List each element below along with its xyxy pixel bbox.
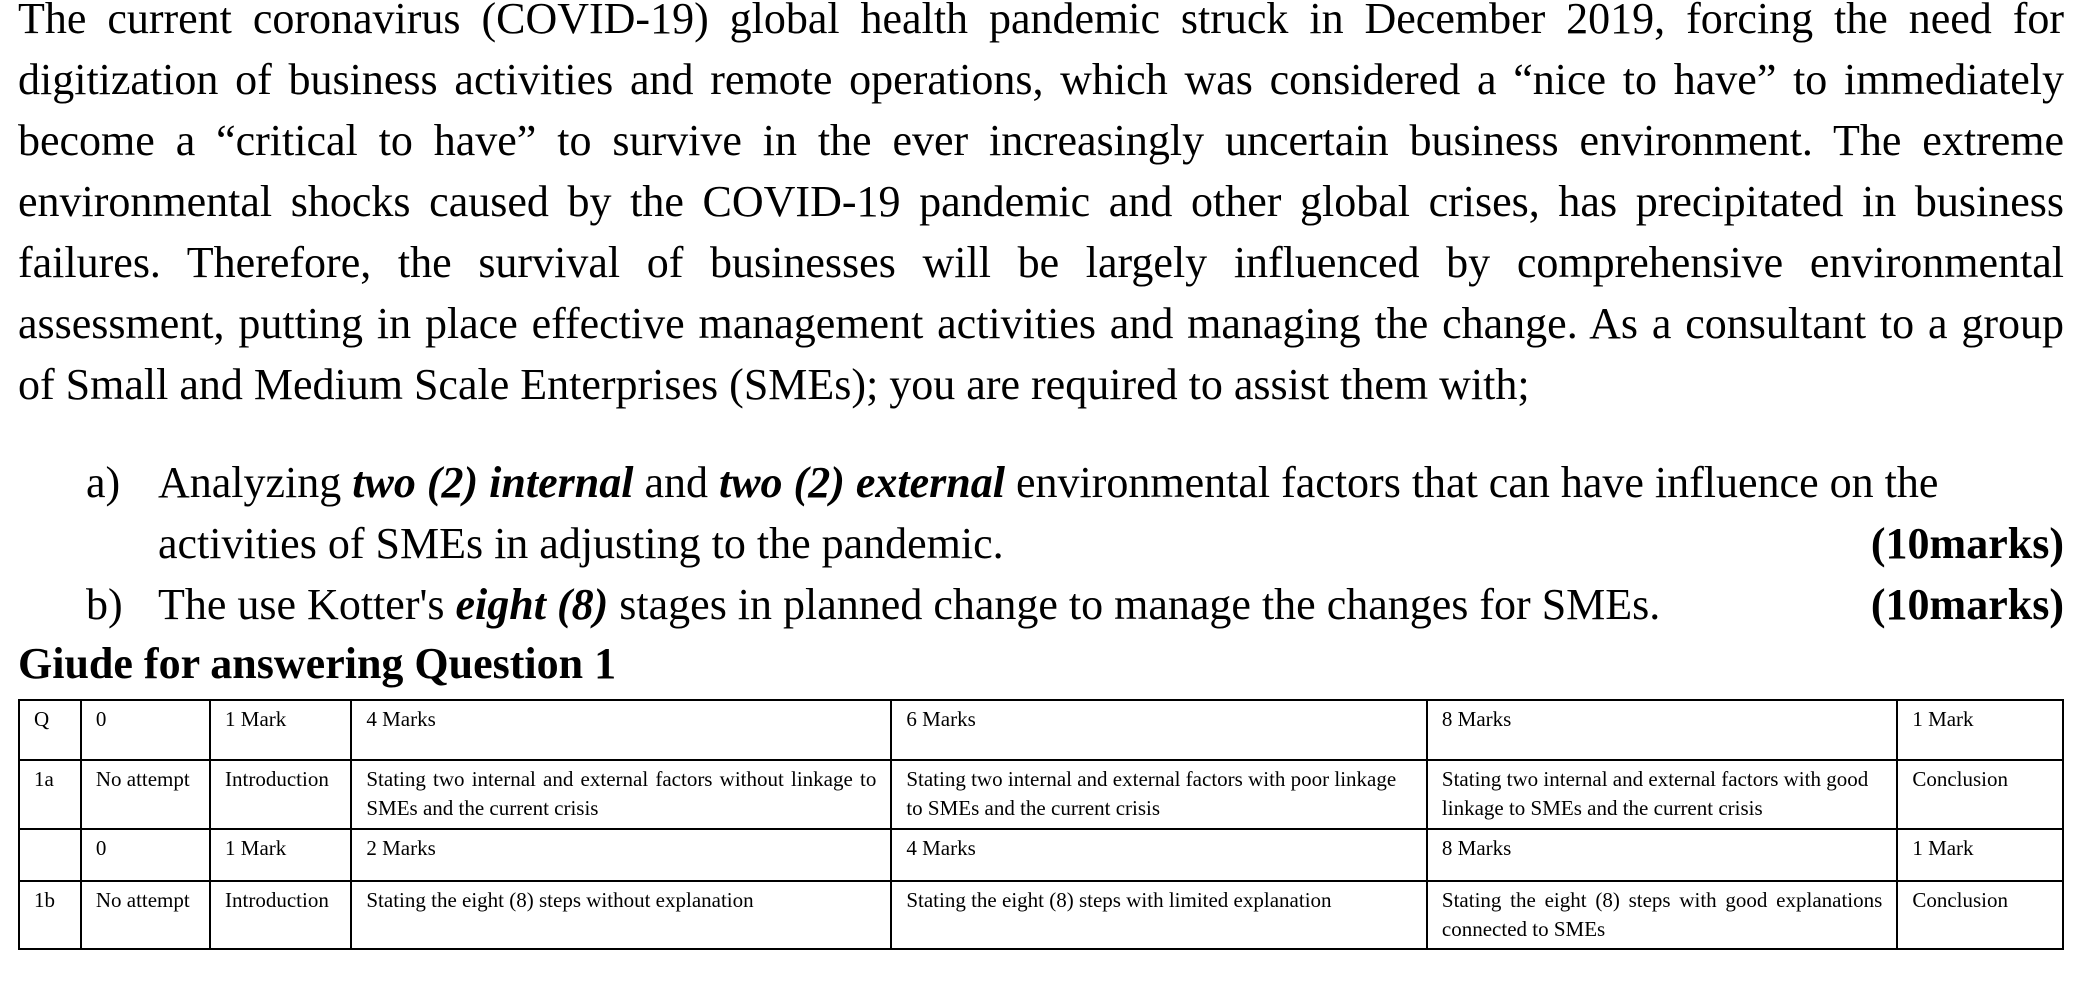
table-cell: Stating two internal and external factors with poor linkage to SMEs and the current crisis (891, 760, 1427, 829)
question-b-line1 (158, 574, 2064, 635)
question-b (86, 574, 2064, 635)
table-cell: 1 Mark (1897, 700, 2063, 760)
table-row-header-1b (19, 829, 2063, 881)
question-a-text-3: environmental factors that can have influence on the (1004, 458, 1939, 507)
table-cell: 6 Marks (891, 700, 1427, 760)
question-a-letter: a) (86, 458, 121, 507)
table-row-1a (19, 760, 2063, 829)
question-b-text-1: The use Kotter's (158, 580, 456, 629)
question-a-marks: (10marks) (1870, 519, 2064, 568)
table-cell: 1 Mark (210, 829, 351, 881)
question-a-emphasis-external: two (2) external (718, 458, 1005, 507)
question-a-emphasis-internal: two (2) internal (352, 458, 634, 507)
table-cell: 0 (81, 829, 210, 881)
question-a-text-4: activities of SMEs in adjusting to the pandemic. (158, 519, 1004, 568)
table-cell: 8 Marks (1427, 829, 1897, 881)
question-a-text-2: and (633, 458, 719, 507)
question-a-line1 (158, 452, 2064, 513)
table-cell: Conclusion (1897, 881, 2063, 949)
table-cell (19, 829, 81, 881)
question-a-line2 (158, 513, 2064, 574)
table-cell: 4 Marks (351, 700, 891, 760)
table-cell: No attempt (81, 881, 210, 949)
question-b-emphasis-eight: eight (8) (455, 580, 609, 629)
guide-title: Giude for answering Question 1 (18, 639, 617, 688)
table-cell: Introduction (210, 760, 351, 829)
question-b-marks: (10marks) (1870, 580, 2064, 629)
table-cell: 0 (81, 700, 210, 760)
table-cell: 2 Marks (351, 829, 891, 881)
table-cell: Stating two internal and external factors with good linkage to SMEs and the current crisis (1427, 760, 1897, 829)
table-row-1b (19, 881, 2063, 949)
intro-paragraph: The current coronavirus (COVID-19) global health pandemic struck in December 2019, forcing the need for digitization of business activities and remote operations, which was considered a “nice to have” to immediately become a “critical to have” to survive in the ever increasingly uncertain business environment. The extreme environmental shocks caused by the COVID-19 pandemic and other global crises, has precipitated in business failures. Therefore, the survival of businesses will be largely influenced by comprehensive environmental assessment, putting in place effective management activities and managing the change. As a consultant to a group of Small and Medium Scale Enterprises (SMEs); you are required to assist them with; (18, 0, 2064, 409)
question-b-text-2: stages in planned change to manage the changes for SMEs. (608, 580, 1661, 629)
table-cell: 1a (19, 760, 81, 829)
table-cell: 1 Mark (1897, 829, 2063, 881)
table-cell: Stating the eight (8) steps without explanation (351, 881, 891, 949)
question-b-letter: b) (86, 580, 123, 629)
table-row-header-1a (19, 700, 2063, 760)
table-cell: Q (19, 700, 81, 760)
table-cell: 1 Mark (210, 700, 351, 760)
question-a-text-1: Analyzing (158, 458, 353, 507)
table-cell: Introduction (210, 881, 351, 949)
question-b-text (158, 574, 1660, 635)
table-cell: Conclusion (1897, 760, 2063, 829)
table-cell: No attempt (81, 760, 210, 829)
table-cell: 8 Marks (1427, 700, 1897, 760)
question-a (86, 452, 2064, 574)
table-cell: Stating two internal and external factors without linkage to SMEs and the current crisis (351, 760, 891, 829)
table-cell: 4 Marks (891, 829, 1427, 881)
table-cell: 1b (19, 881, 81, 949)
table-cell: Stating the eight (8) steps with limited explanation (891, 881, 1427, 949)
table-cell: Stating the eight (8) steps with good explanations connected to SMEs (1427, 881, 1897, 949)
question-list (86, 452, 2064, 635)
marking-rubric-table (18, 699, 2064, 950)
